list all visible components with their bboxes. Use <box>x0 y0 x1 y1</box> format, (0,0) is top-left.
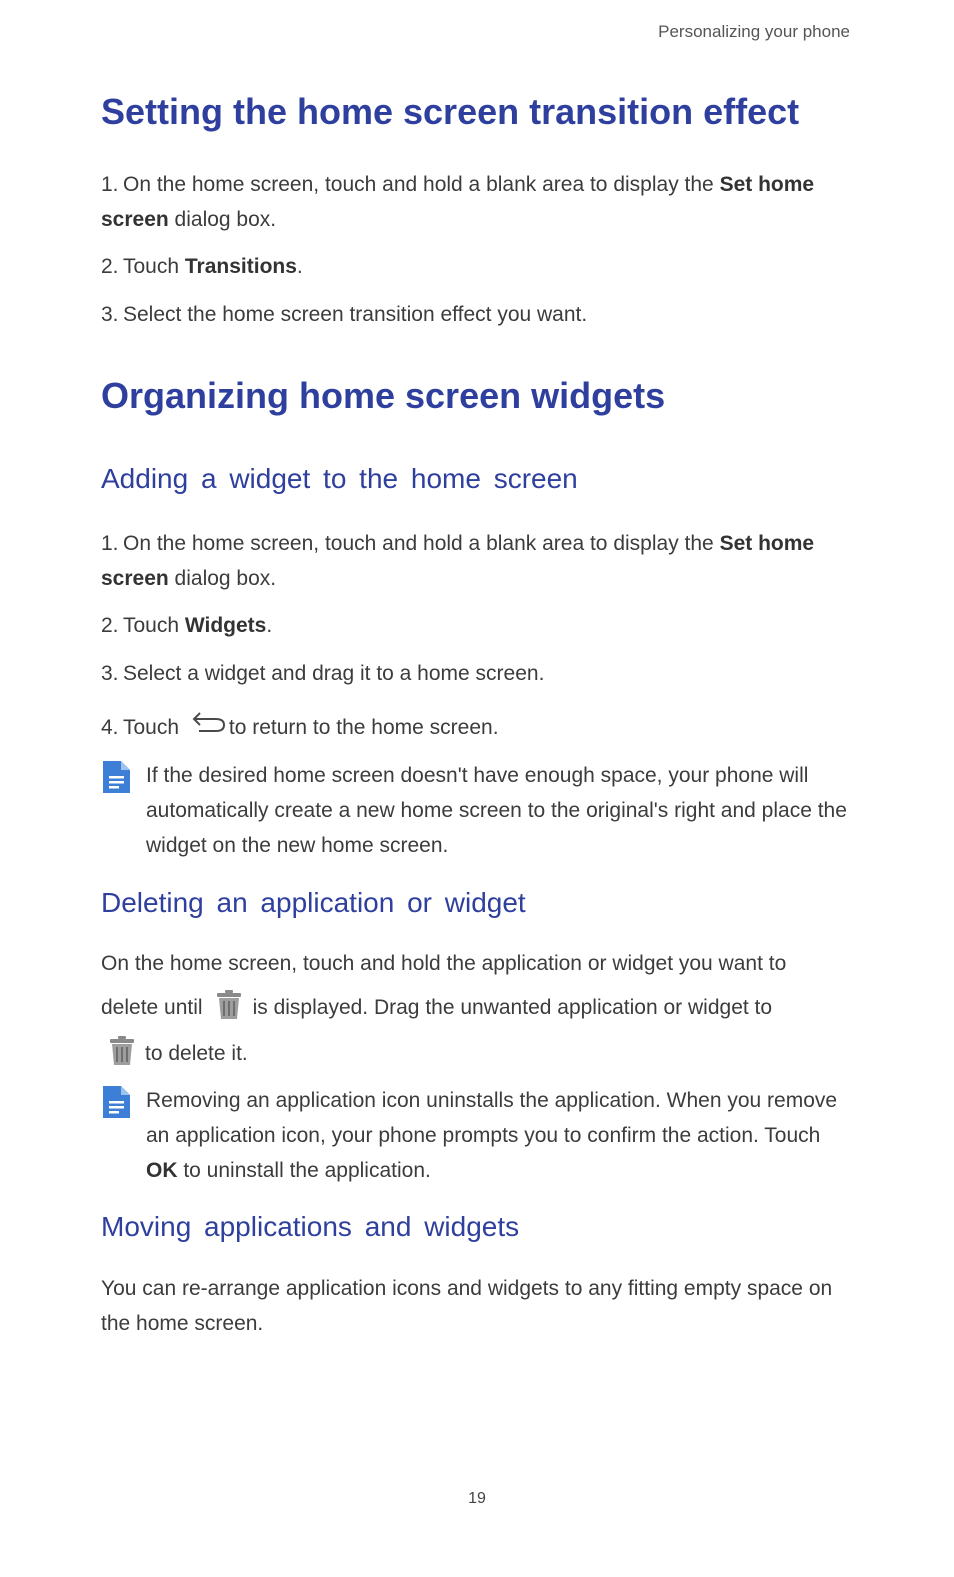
adding-widget-note <box>101 758 851 863</box>
subheading-deleting: Deleting an application or widget <box>101 887 526 918</box>
transition-step-2: 2. Touch Transitions. <box>101 255 303 278</box>
note-text: If the desired home screen doesn't have enough space, your phone will automatically create a new home screen to the original's right and place the widget on the new home screen. <box>146 764 847 857</box>
note-icon <box>101 760 131 794</box>
transition-step-1: 1. On the home screen, touch and hold a blank area to display the Set home screen dialog box. <box>101 173 815 231</box>
trash-can-icon <box>215 990 243 1020</box>
deleting-paragraph-line-3: to delete it. <box>101 1036 851 1071</box>
adding-step-4: 4. Touch to return to the home screen. <box>101 710 849 745</box>
deleting-note <box>101 1083 851 1188</box>
deleting-paragraph-line-2: delete until is displayed. Drag the unwanted application or widget to <box>101 990 851 1025</box>
note-text: Removing an application icon uninstalls the application. When you remove an application icon, your phone prompts you to confirm the action. Touch OK to uninstall the application. <box>146 1089 838 1182</box>
adding-step-3: 3. Select a widget and drag it to a home screen. <box>101 662 545 685</box>
moving-paragraph: You can re-arrange application icons and widgets to any fitting empty space on the home screen. <box>101 1277 833 1335</box>
page-number: 19 <box>468 1490 486 1507</box>
deleting-paragraph-line-1: On the home screen, touch and hold the application or widget you want to <box>101 952 787 975</box>
transition-step-3: 3. Select the home screen transition effect you want. <box>101 303 588 326</box>
subheading-moving: Moving applications and widgets <box>101 1211 520 1242</box>
heading-organizing-widgets: Organizing home screen widgets <box>101 375 666 416</box>
note-icon <box>101 1085 131 1119</box>
back-arrow-icon <box>191 710 227 734</box>
heading-transition-effect: Setting the home screen transition effect <box>101 91 800 132</box>
subheading-adding-widget: Adding a widget to the home screen <box>101 463 578 494</box>
trash-can-icon <box>108 1036 136 1066</box>
running-header: Personalizing your phone <box>658 22 850 41</box>
adding-step-1: 1. On the home screen, touch and hold a blank area to display the Set home screen dialog box. <box>101 532 815 590</box>
adding-step-2: 2. Touch Widgets. <box>101 614 273 637</box>
